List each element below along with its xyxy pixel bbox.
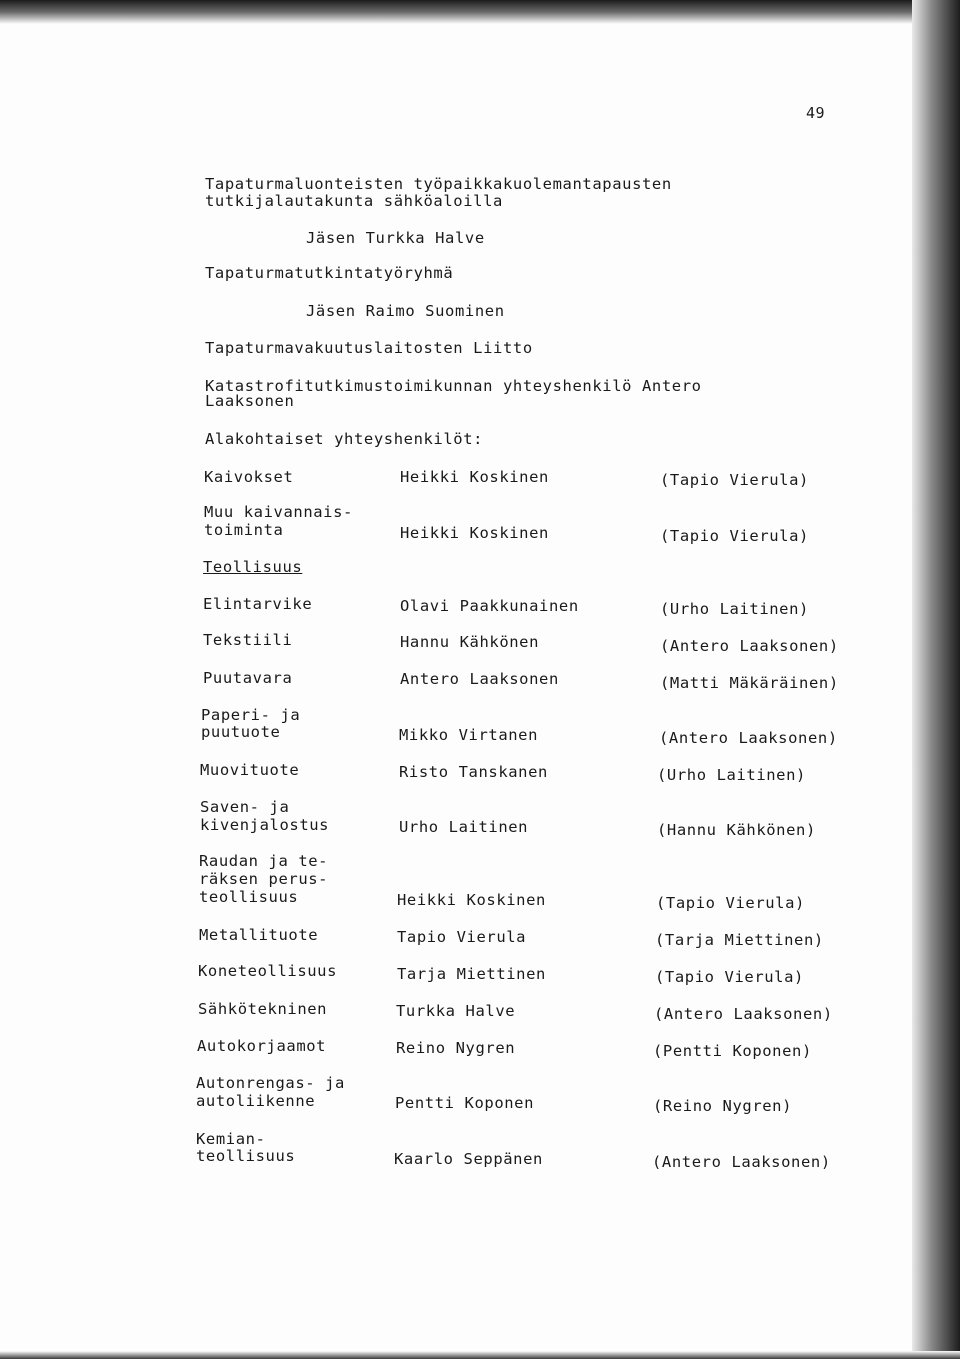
- deputy-person: (Antero Laaksonen): [659, 729, 838, 747]
- deputy-person: (Antero Laaksonen): [654, 1005, 833, 1023]
- scan-edge-right: [912, 0, 960, 1359]
- branch-name-cont: kivenjalostus: [200, 816, 330, 834]
- branch-name-cont: räksen perus-: [199, 870, 329, 888]
- deputy-person: (Antero Laaksonen): [652, 1153, 831, 1171]
- deputy-person: (Tapio Vierula): [655, 968, 804, 986]
- contact-line-1: Katastrofitutkimustoimikunnan yhteyshenkilö Antero: [205, 377, 702, 395]
- contact-person: Heikki Koskinen: [400, 468, 549, 486]
- contact-person: Mikko Virtanen: [399, 726, 539, 744]
- branch-name: Raudan ja te-: [199, 852, 329, 870]
- deputy-person: (Tarja Miettinen): [655, 931, 824, 949]
- branch-contacts-heading: Alakohtaiset yhteyshenkilöt:: [205, 430, 484, 448]
- contact-person: Risto Tanskanen: [399, 763, 548, 781]
- branch-name: Paperi- ja: [201, 706, 301, 724]
- scan-edge-bottom: [0, 1351, 960, 1359]
- contact-person: Tarja Miettinen: [397, 965, 546, 983]
- branch-name: Autokorjaamot: [197, 1037, 327, 1055]
- branch-name-cont: toiminta: [204, 521, 284, 539]
- branch-name: Saven- ja: [200, 798, 290, 816]
- contact-person: Reino Nygren: [396, 1039, 516, 1057]
- union-name: Tapaturmavakuutuslaitosten Liitto: [205, 339, 533, 357]
- branch-name: Tekstiili: [203, 631, 293, 649]
- branch-name-cont: autoliikenne: [196, 1092, 316, 1110]
- deputy-person: (Pentti Koponen): [653, 1042, 812, 1060]
- branch-name-cont: teollisuus: [196, 1147, 296, 1165]
- branch-name: Koneteollisuus: [198, 962, 338, 980]
- page-number: 49: [806, 104, 826, 122]
- scan-edge-top: [0, 0, 960, 24]
- deputy-person: (Urho Laitinen): [660, 600, 809, 618]
- branch-name-cont: puutuote: [201, 723, 281, 741]
- branch-name: Elintarvike: [203, 595, 313, 613]
- contact-person: Hannu Kähkönen: [400, 633, 540, 651]
- branch-name: Metallituote: [199, 926, 319, 944]
- contact-person: Tapio Vierula: [397, 928, 527, 946]
- contact-person: Urho Laitinen: [399, 818, 529, 836]
- member-1: Jäsen Turkka Halve: [306, 229, 485, 247]
- contact-person: Turkka Halve: [396, 1002, 516, 1020]
- deputy-person: (Antero Laaksonen): [660, 637, 839, 655]
- branch-name: Muu kaivannais-: [204, 503, 353, 521]
- deputy-person: (Tapio Vierula): [660, 527, 809, 545]
- contact-person: Heikki Koskinen: [397, 891, 546, 909]
- branch-name: Muovituote: [200, 761, 300, 779]
- branch-name-cont: teollisuus: [199, 888, 299, 906]
- contact-person: Kaarlo Seppänen: [394, 1150, 543, 1168]
- intro-line-1: Tapaturmaluonteisten työpaikkakuolemantapausten: [205, 175, 672, 193]
- contact-person: Heikki Koskinen: [400, 524, 549, 542]
- branch-name: Kaivokset: [204, 468, 294, 486]
- contact-person: Antero Laaksonen: [400, 670, 559, 688]
- deputy-person: (Tapio Vierula): [656, 894, 805, 912]
- deputy-person: (Reino Nygren): [653, 1097, 793, 1115]
- group-name: Tapaturmatutkintatyöryhmä: [205, 264, 454, 282]
- contact-person: Olavi Paakkunainen: [400, 597, 579, 615]
- contact-person: Pentti Koponen: [395, 1094, 535, 1112]
- branch-name: Sähkötekninen: [198, 1000, 328, 1018]
- branch-name: Kemian-: [196, 1130, 266, 1148]
- deputy-person: (Hannu Kähkönen): [657, 821, 816, 839]
- intro-line-2: tutkijalautakunta sähköaloilla: [205, 192, 503, 210]
- contact-line-2: Laaksonen: [205, 392, 295, 410]
- deputy-person: (Matti Mäkäräinen): [660, 674, 839, 692]
- deputy-person: (Urho Laitinen): [657, 766, 806, 784]
- industry-heading: Teollisuus: [203, 558, 303, 576]
- member-2: Jäsen Raimo Suominen: [306, 302, 505, 320]
- branch-name: Puutavara: [203, 669, 293, 687]
- deputy-person: (Tapio Vierula): [660, 471, 809, 489]
- branch-name: Autonrengas- ja: [196, 1074, 345, 1092]
